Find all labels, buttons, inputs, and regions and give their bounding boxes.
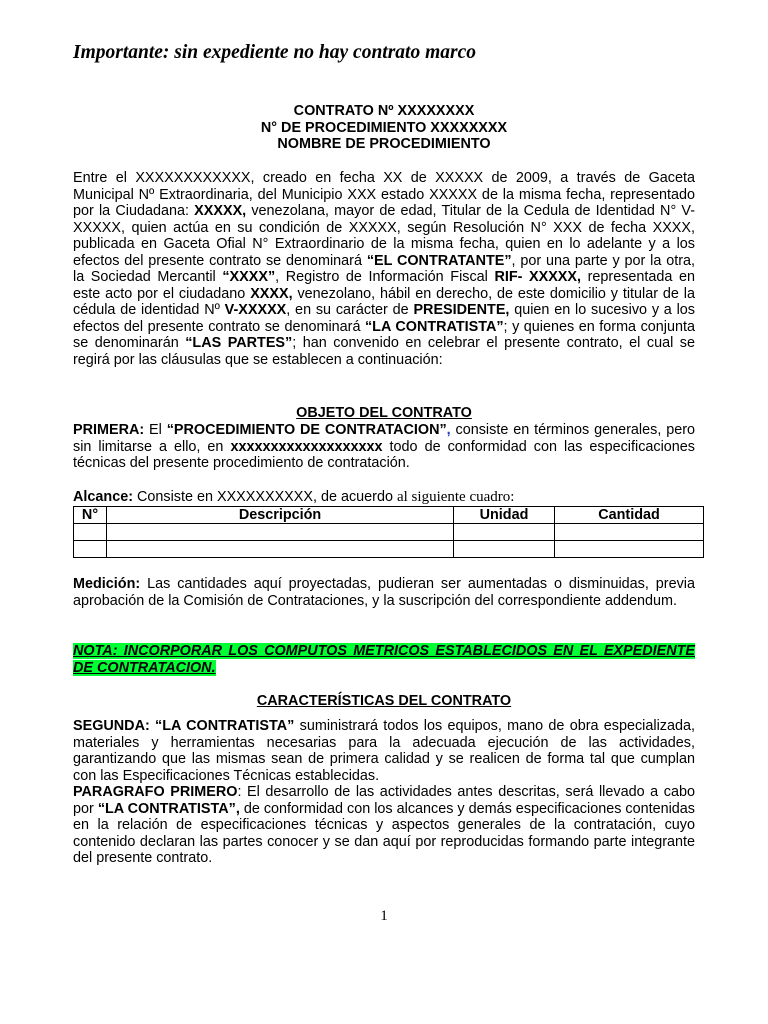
section-title-objeto: OBJETO DEL CONTRATO: [296, 405, 472, 421]
contract-number: CONTRATO Nº XXXXXXXX: [293, 103, 475, 119]
procedure-number: N° DE PROCEDIMIENTO XXXXXXXX: [260, 119, 508, 136]
col-header-description: Descripción: [107, 507, 454, 524]
section-title-caracteristicas: CARACTERÍSTICAS DEL CONTRATO: [256, 693, 512, 709]
table-cell: [454, 524, 555, 541]
table-row: [74, 541, 704, 558]
table-cell: [454, 541, 555, 558]
clause-primera: PRIMERA: El “PROCEDIMIENTO DE CONTRATACION”, consiste en términos generales, pero sin limitarse a ello, en xxxxxxxxxxxxxxxxxxx todo de conformidad con las especificaciones técnicas del presente procedimiento de contratación.: [73, 422, 695, 471]
page-number: 1: [380, 908, 388, 924]
clause-segunda: SEGUNDA: “LA CONTRATISTA” suministrará todos los equipos, mano de obra especializada, materiales y herramientas necesarias para la adecuada ejecución de las actividades, garantizando que las mismas sean de primera calidad y se realicen de forma tal que cumplan con las Especificaciones Técnicas establecidas. PARAGRAFO PRIMERO: El desarrollo de las actividades antes descritas, será llevado a cabo por “LA CONTRATISTA”, de conformidad con los alcances y demás especificaciones contenidas en la relación de especificaciones técnicas y aspectos generales de la contratación, cuyo contenido declaran las partes conocer y se dan aquí por reproducidas formando parte integrante del presente contrato.: [73, 718, 696, 866]
table-cell: [107, 541, 454, 558]
col-header-quantity: Cantidad: [555, 507, 704, 524]
alcance-paragraph: Alcance: Consiste en XXXXXXXXXX, de acuerdo al siguiente cuadro:: [73, 489, 515, 505]
table-cell: [555, 541, 704, 558]
intro-paragraph: Entre el XXXXXXXXXXXX, creado en fecha XX de XXXXX de 2009, a través de Gaceta Municipal Nº Extraordinaria, del Municipio XXX estado XXXXX de la misma fecha, representado por la Ciudadana: XXXXX, venezolana, mayor de edad, Titular de la Cedula de Identidad N° V-XXXXX, quien actúa en su condición de XXXXX, según Resolución N° XXX de fecha XXXX, publicada en Gaceta Ofial N° Extraordinario de la misma fecha, quien en lo adelante y a los efectos del presente contrato se denominará “EL CONTRATANTE”, por una parte y por la otra, la Sociedad Mercantil “XXXX”, Registro de Información Fiscal RIF- XXXXX, representada en este acto por el ciudadano XXXX, venezolano, hábil en derecho, de este domicilio y titular de la cédula de identidad Nº V-XXXXX, en su carácter de PRESIDENTE, quien en lo sucesivo y a los efectos del presente contrato se denominará “LA CONTRATISTA”; y quienes en forma conjunta se denominarán “LAS PARTES”; han convenido en celebrar el presente contrato, el cual se regirá por las cláusulas que se establecen a continuación:: [73, 170, 696, 368]
table-cell: [74, 524, 107, 541]
table-cell: [555, 524, 704, 541]
procedure-name: NOMBRE DE PROCEDIMIENTO: [277, 136, 491, 152]
contract-heading: [73, 103, 695, 153]
col-header-number: N°: [74, 507, 107, 524]
table-header-row: [74, 507, 704, 524]
highlighted-note: NOTA: INCORPORAR LOS COMPUTOS METRICOS ESTABLECIDOS EN EL EXPEDIENTE DE CONTRATACION.: [73, 643, 695, 676]
important-note-title: Importante: sin expediente no hay contrato marco: [73, 42, 477, 63]
table-cell: [74, 541, 107, 558]
table-cell: [107, 524, 454, 541]
scope-table: [73, 506, 704, 558]
medicion-paragraph: Medición: Las cantidades aquí proyectadas, pudieran ser aumentadas o disminuidas, previa aprobación de la Comisión de Contrataciones, y la suscripción del correspondiente addendum.: [73, 576, 695, 609]
col-header-unit: Unidad: [454, 507, 555, 524]
table-row: [74, 524, 704, 541]
